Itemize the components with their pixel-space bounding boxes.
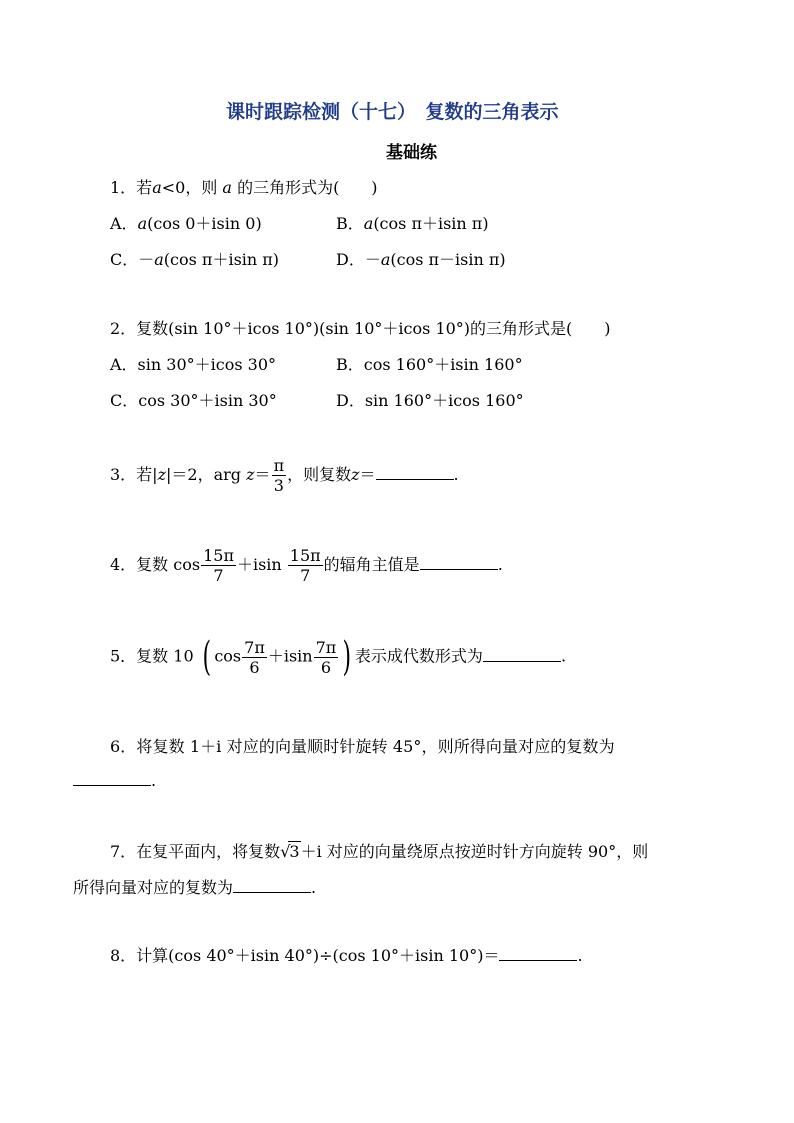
question-1-option-c: C．－a(cos π＋isin π)	[110, 250, 280, 269]
question-5: 5．复数 10 ( cos $\frac{7\pi}{6}$ ＋isin $\frac{7\pi}{6}$ ) 表示成代数形式为 .	[110, 634, 567, 680]
question-2-option-b: B．cos 160°＋isin 160°	[336, 355, 523, 374]
answer-blank	[233, 878, 311, 893]
answer-blank	[499, 946, 577, 961]
fraction-7pi-over-6: $\frac{7\pi}{6}$	[244, 637, 265, 677]
question-2-stem: 2．复数(sin 10°＋icos 10°)(sin 10°＋icos 10°)的三角形式是( )	[110, 319, 611, 338]
question-1-option-b: B．a(cos π＋isin π)	[336, 214, 489, 233]
question-2-option-a: A．sin 30°＋icos 30°	[110, 355, 277, 374]
section-heading: 基础练	[386, 143, 437, 163]
question-2-option-c: C．cos 30°＋isin 30°	[110, 391, 277, 410]
question-4: 4．复数 cos $\frac{15\pi}{7}$ ＋isin $\frac{15\pi}{7}$ 的辐角主值是 .	[110, 546, 503, 585]
fraction-15pi-over-7: $\frac{15\pi}{7}$	[203, 546, 234, 585]
answer-blank	[376, 465, 454, 480]
question-1-stem: 1．若a<0，则 a 的三角形式为( )	[110, 178, 378, 197]
sqrt-symbol: √	[280, 842, 291, 861]
question-1-option-a: A．a(cos 0＋isin 0)	[110, 214, 262, 233]
question-6-line-1: 6．将复数 1＋i 对应的向量顺时针旋转 45°，则所得向量对应的复数为	[110, 737, 615, 756]
answer-blank	[420, 555, 498, 570]
question-6-line-2: .	[73, 771, 156, 790]
question-2-option-d: D．sin 160°＋icos 160°	[336, 391, 524, 410]
answer-blank	[483, 647, 561, 662]
worksheet-title: 课时跟踪检测（十七） 复数的三角表示	[226, 101, 559, 123]
question-3: 3．若|z|＝2，arg z＝ $\frac{\pi}{3}$ ，则复数z＝ .	[110, 456, 459, 495]
fraction-15pi-over-7: $\frac{15\pi}{7}$	[289, 546, 321, 585]
question-8: 8．计算(cos 40°＋isin 40°)÷(cos 10°＋isin 10°)＝ .	[110, 946, 583, 965]
question-1-option-d: D．－a(cos π－isin π)	[336, 250, 506, 269]
answer-blank	[73, 771, 151, 786]
fraction-7pi-over-6: $\frac{7\pi}{6}$	[315, 637, 337, 677]
fraction-pi-over-3: $\frac{\pi}{3}$	[273, 456, 285, 495]
question-7-line-2: 所得向量对应的复数为 .	[73, 878, 317, 897]
question-7-line-1: 7．在复平面内，将复数√3＋i 对应的向量绕原点按逆时针方向旋转 90°，则	[110, 842, 649, 861]
